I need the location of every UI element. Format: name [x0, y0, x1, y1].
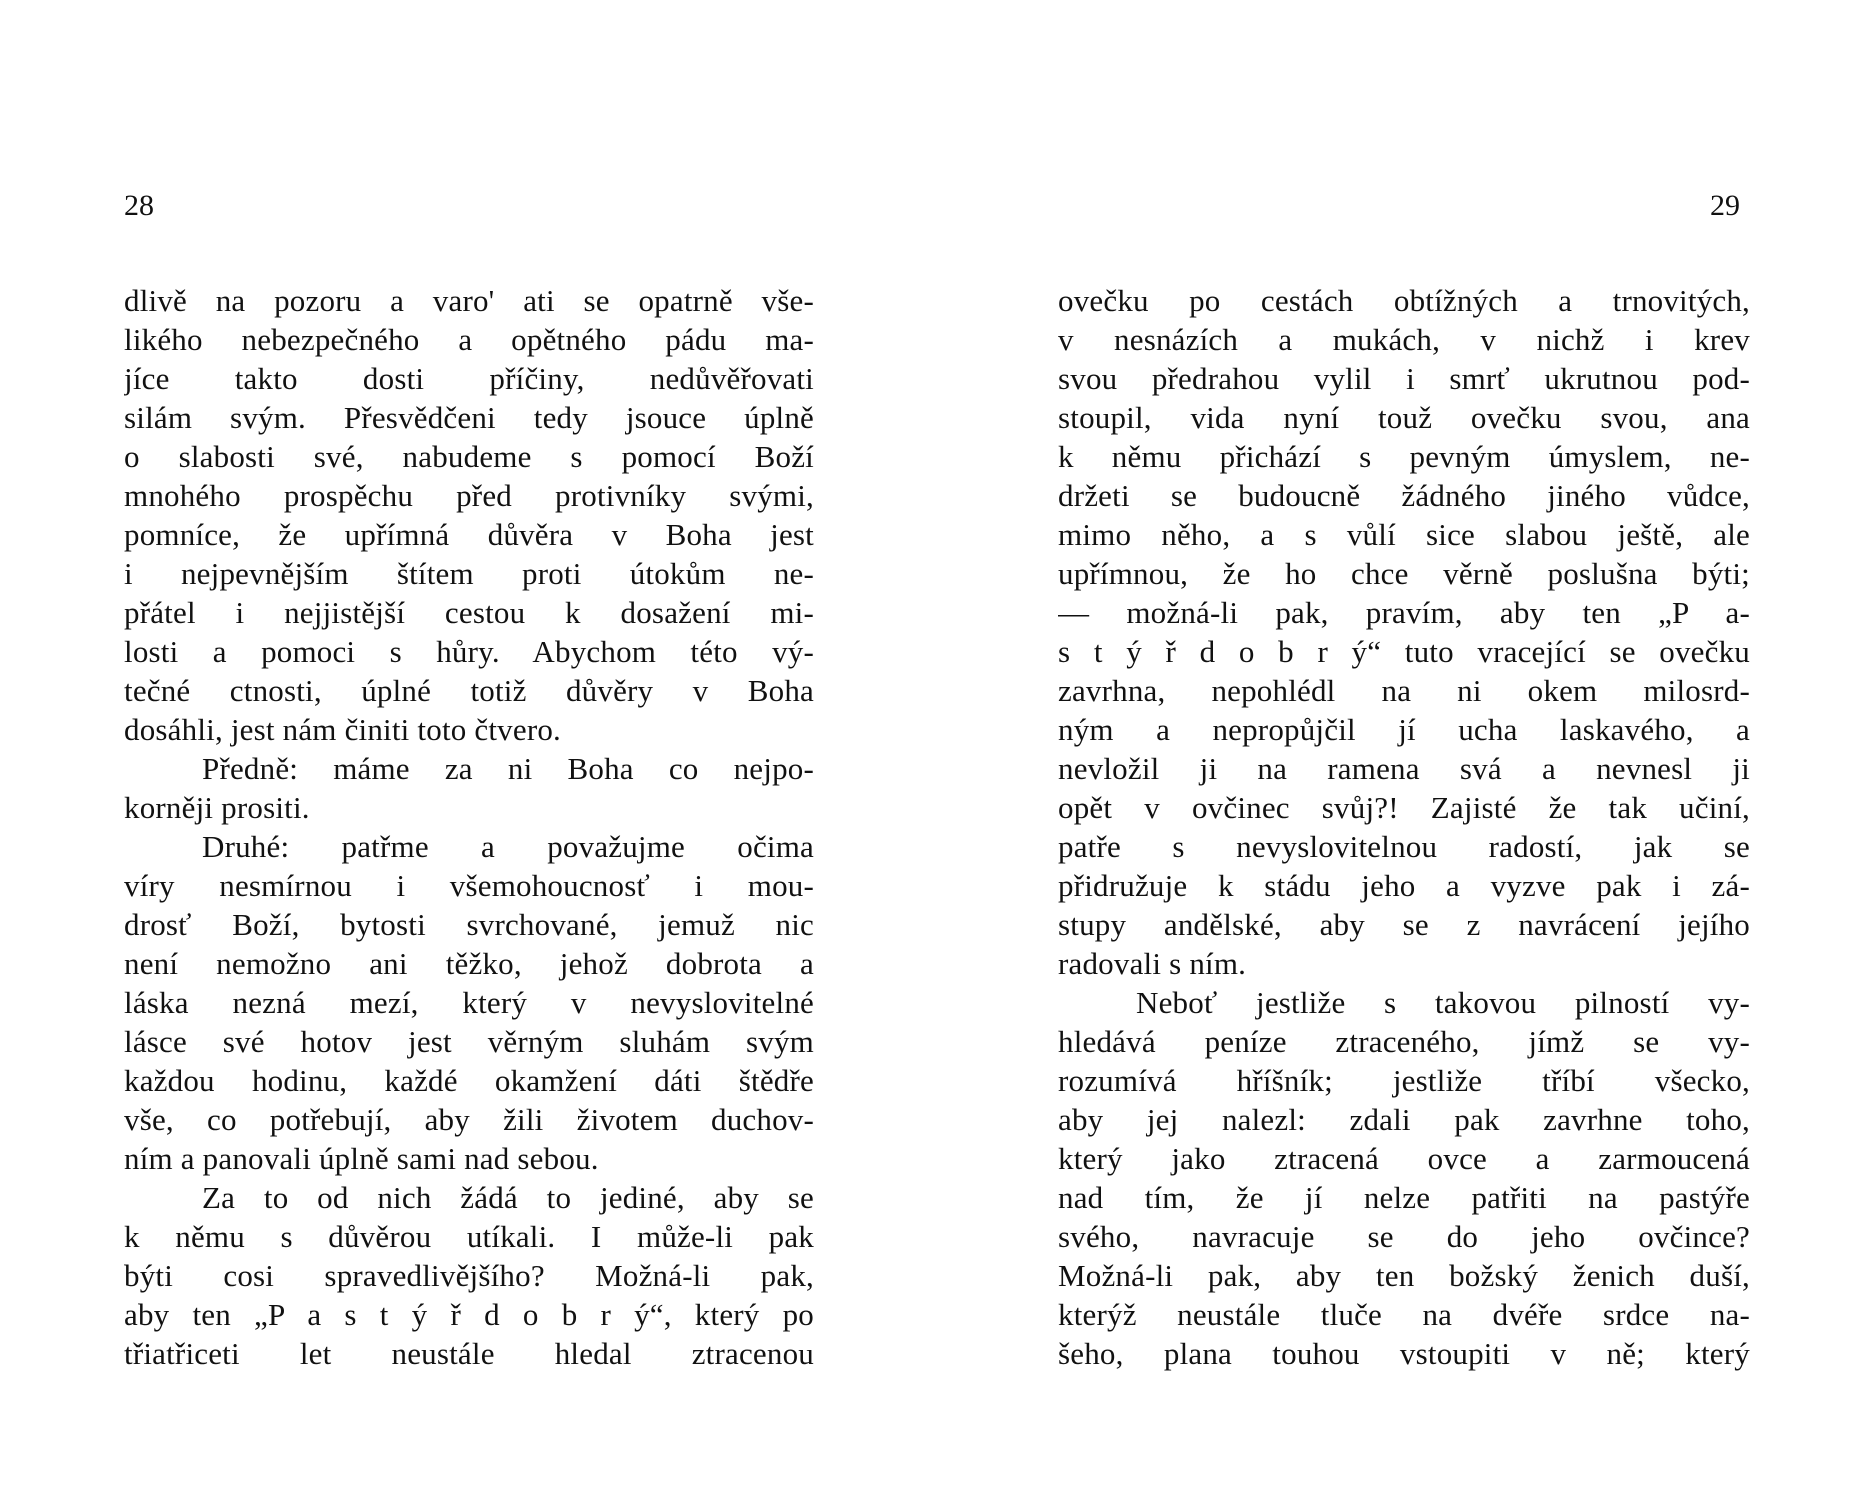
text-line: svého, navracuje se do jeho ovčince?: [1058, 1219, 1750, 1254]
text-line: kterýž neustále tluče na dvéře srdce na-: [1058, 1297, 1750, 1332]
text-line: aby jej nalezl: zdali pak zavrhne toho,: [1058, 1102, 1750, 1137]
text-line: stupy andělské, aby se z navrácení jejího: [1058, 907, 1750, 942]
text-line: každou hodinu, každé okamžení dáti štědře: [124, 1063, 814, 1098]
right-page-text: [1058, 281, 1750, 1373]
text-line: mnohého prospěchu před protivníky svými,: [124, 478, 814, 513]
text-line: víry nesmírnou i všemohoucnosť i mou-: [124, 868, 814, 903]
text-line: ním a panovali úplně sami nad sebou.: [124, 1141, 599, 1176]
text-line: pomníce, že upřímná důvěra v Boha jest: [124, 517, 814, 552]
text-line: radovali s ním.: [1058, 946, 1247, 981]
text-line: Neboť jestliže s takovou pilností vy-: [1136, 985, 1750, 1020]
page-number-left: 28: [124, 189, 154, 222]
text-line: Druhé: patřme a považujme očima: [202, 829, 814, 864]
text-line: zavrhna, nepohlédl na ni okem milosrd-: [1058, 673, 1750, 708]
text-line: i nejpevnějším štítem proti útokům ne-: [124, 556, 814, 591]
text-line: vše, co potřebují, aby žili životem duchov-: [124, 1102, 814, 1137]
text-line: — možná-li pak, pravím, aby ten „P a-: [1058, 595, 1750, 630]
text-line: ovečku po cestách obtížných a trnovitých,: [1058, 283, 1750, 318]
text-line: přidružuje k stádu jeho a vyzve pak i zá-: [1058, 868, 1750, 903]
text-line: upřímnou, že ho chce věrně poslušna býti;: [1058, 556, 1750, 591]
text-line: nevložil ji na ramena svá a nevnesl ji: [1058, 751, 1750, 786]
text-line: láska nezná mezí, který v nevyslovitelné: [124, 985, 814, 1020]
text-line: stoupil, vida nyní touž ovečku svou, ana: [1058, 400, 1750, 435]
text-line: patře s nevyslovitelnou radostí, jak se: [1058, 829, 1750, 864]
text-line: přátel i nejjistější cestou k dosažení mi-: [124, 595, 814, 630]
text-line: mimo něho, a s vůlí sice slabou ještě, ale: [1058, 517, 1750, 552]
text-line: který jako ztracená ovce a zarmoucená: [1058, 1141, 1750, 1176]
text-line: Předně: máme za ni Boha co nejpo-: [202, 751, 814, 786]
text-line: dosáhli, jest nám činiti toto čtvero.: [124, 712, 562, 747]
text-line: nad tím, že jí nelze patřiti na pastýře: [1058, 1180, 1750, 1215]
text-line: Možná-li pak, aby ten božský ženich duší,: [1058, 1258, 1750, 1293]
text-line: rozumívá hříšník; jestliže tříbí všecko,: [1058, 1063, 1750, 1098]
text-line: dlivě na pozoru a varo' ati se opatrně vše-: [124, 283, 814, 318]
text-line: býti cosi spravedlivějšího? Možná-li pak,: [124, 1258, 814, 1293]
text-line: není nemožno ani těžko, jehož dobrota a: [124, 946, 814, 981]
text-line: o slabosti své, nabudeme s pomocí Boží: [124, 439, 814, 474]
text-line: likého nebezpečného a opětného pádu ma-: [124, 322, 814, 357]
text-line: k němu s důvěrou utíkali. I může-li pak: [124, 1219, 814, 1254]
text-line: Za to od nich žádá to jediné, aby se: [202, 1180, 814, 1215]
text-line: jíce takto dosti příčiny, nedůvěřovati: [124, 361, 814, 396]
text-line: třiatřiceti let neustále hledal ztracenou: [124, 1336, 814, 1371]
text-line: drosť Boží, bytosti svrchované, jemuž nic: [124, 907, 814, 942]
text-line: v nesnázích a mukách, v nichž i krev: [1058, 322, 1750, 357]
text-line: šeho, plana touhou vstoupiti v ně; který: [1058, 1336, 1750, 1371]
text-line: svou předrahou vylil i smrť ukrutnou pod-: [1058, 361, 1750, 396]
text-line: losti a pomoci s hůry. Abychom této vý-: [124, 634, 814, 669]
text-line: opět v ovčinec svůj?! Zajisté že tak učiní,: [1058, 790, 1750, 825]
text-line: silám svým. Přesvědčeni tedy jsouce úplně: [124, 400, 814, 435]
text-line: ným a nepropůjčil jí ucha laskavého, a: [1058, 712, 1750, 747]
text-line: lásce své hotov jest věrným sluhám svým: [124, 1024, 814, 1059]
text-line: tečné ctnosti, úplné totiž důvěry v Boha: [124, 673, 814, 708]
text-line: hledává peníze ztraceného, jímž se vy-: [1058, 1024, 1750, 1059]
page-number-right: 29: [1710, 189, 1740, 222]
text-line: aby ten „P a s t ý ř d o b r ý“, který po: [124, 1297, 814, 1332]
left-page-text: [124, 281, 814, 1373]
text-line: k němu přichází s pevným úmyslem, ne-: [1058, 439, 1750, 474]
text-line: držeti se budoucně žádného jiného vůdce,: [1058, 478, 1750, 513]
text-line: s t ý ř d o b r ý“ tuto vracející se ovečku: [1058, 634, 1750, 669]
text-line: korněji prositi.: [124, 790, 310, 825]
